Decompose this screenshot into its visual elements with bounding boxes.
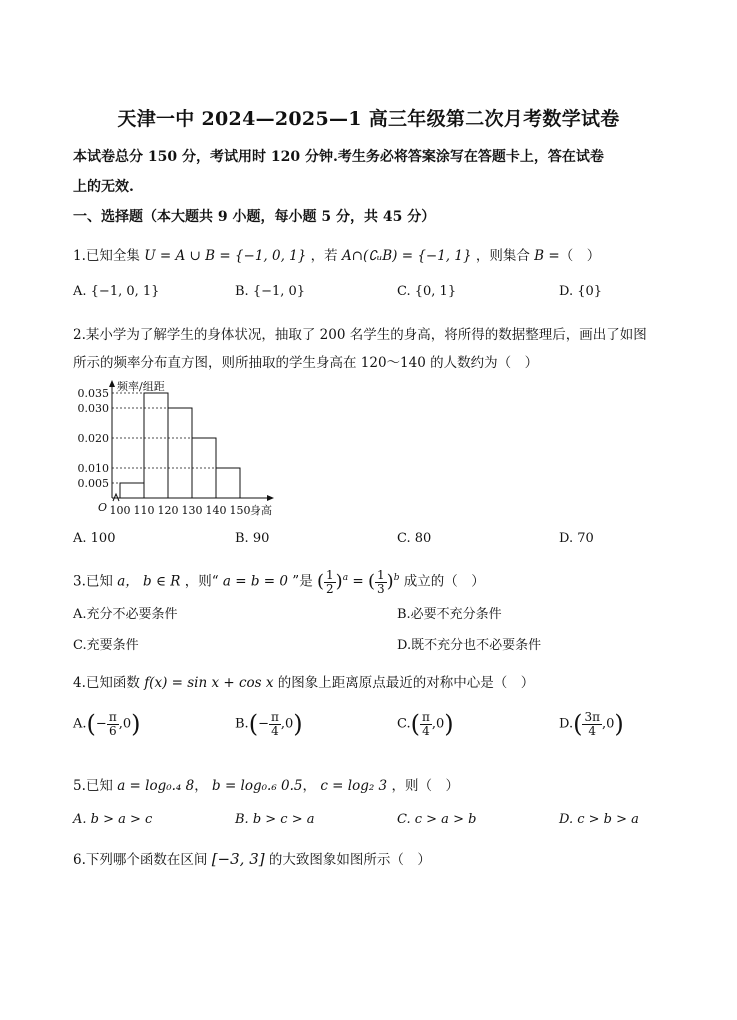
q5-a: a = log₀.₄ 8 <box>117 778 195 794</box>
q3-rparen-1: ) <box>335 571 343 592</box>
y-tick-label: 0.005 <box>77 477 109 490</box>
q2-option-c[interactable]: C. 80 <box>397 531 432 546</box>
q3-condition: a， b ∈ R <box>117 573 181 590</box>
q1-end: =（ ） <box>548 248 601 264</box>
q2-line-1: 2.某小学为了解学生的身体状况，抽取了 200 名学生的身高，将所得的数据整理后，画出了如图 <box>73 327 647 343</box>
q5-c: c = log₂ 3 <box>320 778 388 794</box>
q5-end: ，则（ ） <box>391 778 459 794</box>
page-title: 天津一中 2024—2025—1 高三年级第二次月考数学试卷 <box>117 108 620 130</box>
q6-interval: [−3, 3] <box>211 850 265 868</box>
y-tick-label: 0.035 <box>77 387 109 400</box>
q3-option-d[interactable]: D.既不充分也不必要条件 <box>397 638 542 653</box>
q6-end: 的大致图象如图所示（ ） <box>268 852 431 868</box>
frequency-histogram <box>68 376 298 522</box>
q1-option-a[interactable]: A. {−1, 0, 1} <box>73 284 160 299</box>
q3-option-c[interactable]: C.充要条件 <box>73 638 139 653</box>
x-tick-label: 150 <box>229 504 251 517</box>
q4-lead: 4.已知函数 <box>73 675 140 691</box>
q4-function: f(x) = sin x + cos x <box>144 675 274 691</box>
q1-option-c[interactable]: C. {0, 1} <box>397 284 457 299</box>
y-axis-label: 频率/组距 <box>117 380 165 393</box>
q1-universe-math: U = A ∪ B = {−1, 0, 1} <box>144 248 307 264</box>
q1-option-d[interactable]: D. {0} <box>559 284 603 299</box>
q4-option-a[interactable]: A.(− $\frac{\pi}{6}$ ,0) <box>73 709 141 738</box>
q3-lead: 3.已知 <box>73 573 113 590</box>
q3-statement: a = b = 0 <box>222 573 288 590</box>
q5-option-a[interactable]: A. b > a > c <box>73 812 153 827</box>
q3-option-b[interactable]: B.必要不充分条件 <box>397 607 502 622</box>
q4-option-c[interactable]: C.( $\frac{\pi}{4}$ ,0) <box>397 709 454 738</box>
x-tick-label: 140 <box>205 504 227 517</box>
q1-tail: ，则集合 <box>475 248 530 264</box>
q4-end: 的图象上距离原点最近的对称中心是（ ） <box>277 675 535 691</box>
histogram-bar <box>216 468 240 498</box>
intro-line-2: 上的无效. <box>73 179 134 195</box>
q1-mid: ，若 <box>310 248 338 264</box>
q3-end: 成立的（ ） <box>403 573 485 590</box>
question-3: 3.已知 a， b ∈ R ，则“ a = b = 0 ”是 ( $\frac{1}{2}$ )$^a$ = ( $\frac{1}{3}$ )$^b$ 成立的（ ） <box>73 567 485 596</box>
q2-option-a[interactable]: A. 100 <box>73 531 116 546</box>
x-axis-label: 身高 <box>250 504 272 517</box>
x-tick-label: 100 <box>109 504 131 517</box>
q2-option-b[interactable]: B. 90 <box>235 531 270 546</box>
q3-fraction-1: $\frac{1}{2}$ <box>326 567 334 596</box>
y-tick-label: 0.020 <box>77 432 109 445</box>
histogram-bar <box>168 408 192 498</box>
intro-line-1: 本试卷总分 150 分，考试用时 120 分钟.考生务必将答案涂写在答题卡上，答在试卷 <box>73 149 604 165</box>
histogram-bar <box>120 483 144 498</box>
q5-option-d[interactable]: D. c > b > a <box>559 812 639 827</box>
question-6 <box>73 848 431 868</box>
q5-option-b[interactable]: B. b > c > a <box>235 812 315 827</box>
histogram-bar <box>144 393 168 498</box>
question-4 <box>73 671 534 691</box>
question-1 <box>73 244 600 264</box>
q3-mid: ，则“ <box>184 573 219 590</box>
q1-lead: 1.已知全集 <box>73 248 140 264</box>
q3-option-a[interactable]: A.充分不必要条件 <box>73 607 178 622</box>
q2-line-2: 所示的频率分布直方图，则所抽取的学生身高在 120～140 的人数约为（ ） <box>73 355 539 371</box>
y-tick-label: 0.030 <box>77 402 109 415</box>
q3-lparen-1: ( <box>317 571 325 592</box>
q2-option-d[interactable]: D. 70 <box>559 531 594 546</box>
q3-rparen-2: ) <box>386 571 394 592</box>
q4-option-b[interactable]: B.(− $\frac{\pi}{4}$ ,0) <box>235 709 303 738</box>
q3-mid2: ”是 <box>292 573 313 590</box>
q1-option-b[interactable]: B. {−1, 0} <box>235 284 306 299</box>
q3-exp-b: b <box>393 573 400 583</box>
question-5: 5.已知 a = log₀.₄ 8， b = log₀.₆ 0.5， c = log₂ 3 ，则（ ） <box>73 778 459 794</box>
q5-option-c[interactable]: C. c > a > b <box>397 812 477 827</box>
q1-condition-math: A∩(∁ᵤB) = {−1, 1} <box>341 248 472 264</box>
q6-lead: 6.下列哪个函数在区间 <box>73 852 208 868</box>
q3-exp-a: a <box>342 573 349 583</box>
section-heading: 一、选择题（本大题共 9 小题，每小题 5 分，共 45 分） <box>73 209 436 225</box>
x-tick-label: 110 <box>133 504 155 517</box>
q3-fraction-2: $\frac{1}{3}$ <box>377 567 385 596</box>
x-tick-label: 120 <box>157 504 179 517</box>
origin-label: O <box>98 501 108 514</box>
q4-option-d[interactable]: D.( $\frac{3\pi}{4}$ ,0) <box>559 709 624 738</box>
x-axis-arrow <box>267 495 274 501</box>
x-tick-label: 130 <box>181 504 203 517</box>
q5-b: b = log₀.₆ 0.5 <box>212 778 303 794</box>
y-axis-arrow <box>109 380 115 387</box>
y-tick-label: 0.010 <box>77 462 109 475</box>
q5-lead: 5.已知 <box>73 778 113 794</box>
q3-lparen-2: ( <box>367 571 376 592</box>
q1-set-b: B <box>534 248 545 264</box>
